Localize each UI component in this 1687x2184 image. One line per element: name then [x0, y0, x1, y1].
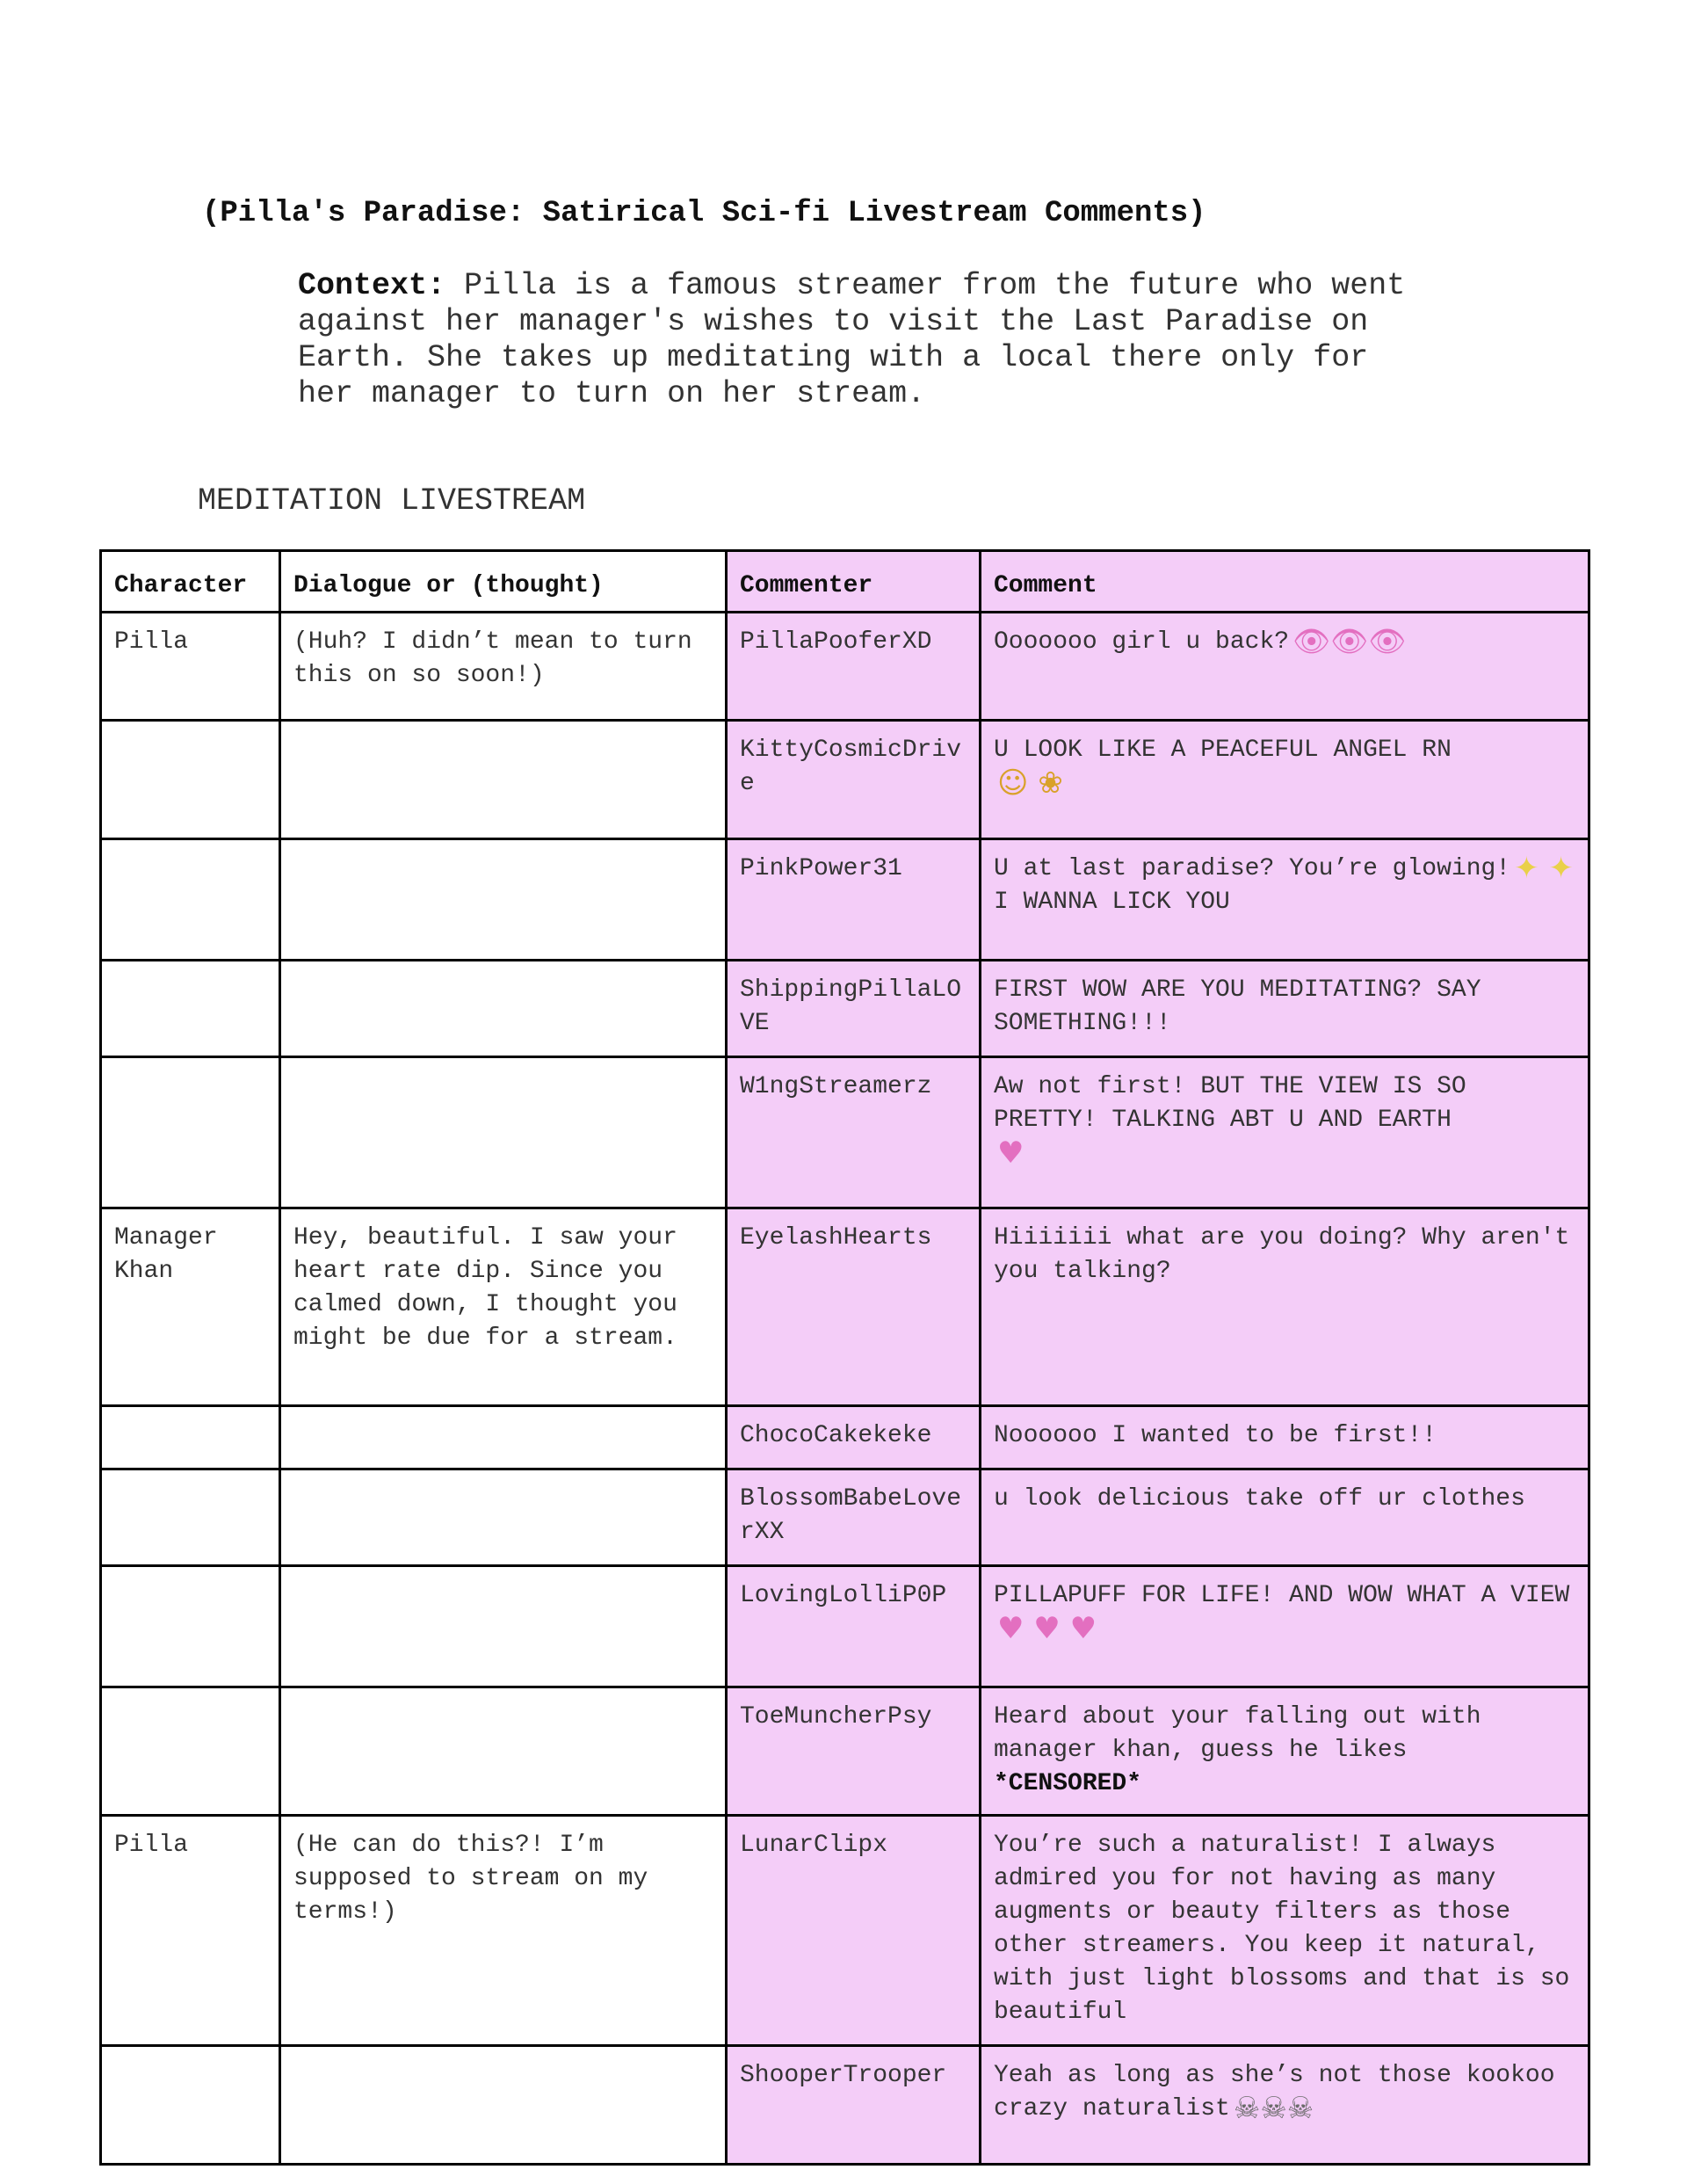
comment-cell-text: Noooooo I wanted to be first!!	[994, 1422, 1437, 1449]
commenter-cell	[727, 2046, 981, 2165]
dialogue-cell	[280, 1406, 727, 1469]
commenter-cell	[727, 1566, 981, 1687]
comment-cell	[981, 2046, 1589, 2165]
character-cell-text: Manager Khan	[114, 1224, 218, 1285]
header-character: Character	[101, 551, 280, 613]
commenter-cell	[727, 1469, 981, 1566]
commenter-cell-text: PinkPower31	[740, 855, 902, 882]
livestream-table	[99, 549, 1590, 2166]
table-header-row	[101, 551, 1589, 613]
comment-cell	[981, 1208, 1589, 1406]
censored-text: *CENSORED*	[994, 1770, 1142, 1797]
dialogue-cell	[280, 721, 727, 839]
character-cell	[101, 1406, 280, 1469]
comment-cell-text: PILLAPUFF FOR LIFE! AND WOW WHAT A VIEW	[994, 1582, 1570, 1609]
table-row	[101, 1057, 1589, 1208]
table-row	[101, 839, 1589, 961]
commenter-cell-text: PillaPooferXD	[740, 628, 932, 656]
header-comment: Comment	[981, 551, 1589, 613]
character-cell	[101, 1057, 280, 1208]
comment-cell	[981, 1469, 1589, 1566]
dialogue-cell	[280, 1208, 727, 1406]
table-row	[101, 1208, 1589, 1406]
commenter-cell	[727, 721, 981, 839]
character-cell	[101, 839, 280, 961]
skull-icon: ☠☠☠	[1233, 2090, 1314, 2126]
commenter-cell	[727, 1208, 981, 1406]
character-cell	[101, 721, 280, 839]
commenter-cell	[727, 839, 981, 961]
dialogue-cell-text: (Huh? I didn’t mean to turn this on so soon!)	[293, 628, 692, 689]
character-cell	[101, 1566, 280, 1687]
context-label: Context:	[298, 268, 446, 303]
commenter-cell-text: LovingLolliP0P	[740, 1582, 947, 1609]
comment-continuation: I WANNA LICK YOU	[994, 889, 1230, 916]
commenter-cell	[727, 613, 981, 721]
table-row	[101, 1406, 1589, 1469]
comment-cell-text: Hiiiiiii what are you doing? Why aren't you talking?	[994, 1224, 1570, 1285]
comment-cell	[981, 961, 1589, 1057]
sparkles-icon: ✦ ✦	[1514, 850, 1574, 886]
comment-cell-text: Ooooooo girl u back?	[994, 628, 1290, 656]
table-row	[101, 1566, 1589, 1687]
header-commenter: Commenter	[727, 551, 981, 613]
character-cell	[101, 1208, 280, 1406]
commenter-cell-text: ShippingPillaLOVE	[740, 976, 962, 1037]
character-cell	[101, 1816, 280, 2046]
comment-cell-text: You’re such a naturalist! I always admired you for not having as many augments or beauty filters as those other streamers. You keep it natural, with just light blossoms and that is so beautiful	[994, 1832, 1570, 2026]
hearts-icon: ♥ ♥ ♥	[997, 1610, 1097, 1646]
comment-cell	[981, 1566, 1589, 1687]
dialogue-cell	[280, 1469, 727, 1566]
comment-cell	[981, 1816, 1589, 2046]
dialogue-cell	[280, 1566, 727, 1687]
comment-cell-text: Heard about your falling out with manager khan, guess he likes	[994, 1703, 1481, 1764]
commenter-cell-text: ShooperTrooper	[740, 2062, 947, 2089]
dialogue-cell-text: (He can do this?! I’m supposed to stream on my terms!)	[293, 1832, 648, 1926]
commenter-cell	[727, 1057, 981, 1208]
header-dialogue: Dialogue or (thought)	[280, 551, 727, 613]
character-cell-text: Pilla	[114, 1832, 189, 1859]
character-cell	[101, 1469, 280, 1566]
comment-cell-text: U at last paradise? You’re glowing!	[994, 855, 1511, 882]
commenter-cell	[727, 961, 981, 1057]
dialogue-cell	[280, 2046, 727, 2165]
comment-cell-text: u look delicious take off ur clothes	[994, 1485, 1525, 1513]
angel-icon: ☺ ❀	[997, 765, 1063, 801]
comment-cell	[981, 1057, 1589, 1208]
character-cell	[101, 613, 280, 721]
table-row	[101, 2046, 1589, 2165]
commenter-cell-text: EyelashHearts	[740, 1224, 932, 1252]
table-row	[101, 1816, 1589, 2046]
table-row	[101, 1469, 1589, 1566]
dialogue-cell	[280, 1057, 727, 1208]
character-cell	[101, 2046, 280, 2165]
context-paragraph	[298, 268, 1440, 412]
dialogue-cell	[280, 1687, 727, 1816]
comment-cell-text: Yeah as long as she’s not those kookoo crazy naturalist	[994, 2062, 1555, 2122]
commenter-cell	[727, 1687, 981, 1816]
comment-cell-text: U LOOK LIKE A PEACEFUL ANGEL RN	[994, 736, 1452, 764]
commenter-cell	[727, 1816, 981, 2046]
commenter-cell-text: ChocoCakekeke	[740, 1422, 932, 1449]
character-cell-text: Pilla	[114, 628, 189, 656]
character-cell	[101, 1687, 280, 1816]
dialogue-cell	[280, 1816, 727, 2046]
table-row	[101, 721, 1589, 839]
table-row	[101, 961, 1589, 1057]
table-row	[101, 1687, 1589, 1816]
dialogue-cell-text: Hey, beautiful. I saw your heart rate dip. Since you calmed down, I thought you might be due for a stream.	[293, 1224, 677, 1352]
comment-cell	[981, 721, 1589, 839]
commenter-cell-text: ToeMuncherPsy	[740, 1703, 932, 1731]
comment-cell-text: FIRST WOW ARE YOU MEDITATING? SAY SOMETHING!!!	[994, 976, 1481, 1037]
commenter-cell-text: BlossomBabeLoverXX	[740, 1485, 962, 1546]
commenter-cell-text: LunarClipx	[740, 1832, 888, 1859]
commenter-cell-text: KittyCosmicDrive	[740, 736, 962, 797]
heart-icon: ♥	[997, 1135, 1025, 1171]
context-text: Pilla is a famous streamer from the future who went against her manager's wishes to visit the Last Paradise on Earth. She takes up meditating with a local there only for her manager to turn on her stream.	[298, 268, 1406, 411]
dialogue-cell	[280, 839, 727, 961]
comment-cell	[981, 613, 1589, 721]
commenter-cell	[727, 1406, 981, 1469]
document-title: (Pilla's Paradise: Satirical Sci-fi Livestream Comments)	[202, 197, 1206, 230]
comment-cell	[981, 1406, 1589, 1469]
eyes-icon: 👁👁👁	[1292, 623, 1407, 659]
comment-cell	[981, 1687, 1589, 1816]
dialogue-cell	[280, 613, 727, 721]
section-heading: MEDITATION LIVESTREAM	[198, 483, 586, 519]
table-row	[101, 613, 1589, 721]
comment-cell-text: Aw not first! BUT THE VIEW IS SO PRETTY! TALKING ABT U AND EARTH	[994, 1073, 1466, 1134]
character-cell	[101, 961, 280, 1057]
dialogue-cell	[280, 961, 727, 1057]
comment-cell	[981, 839, 1589, 961]
commenter-cell-text: W1ngStreamerz	[740, 1073, 932, 1100]
